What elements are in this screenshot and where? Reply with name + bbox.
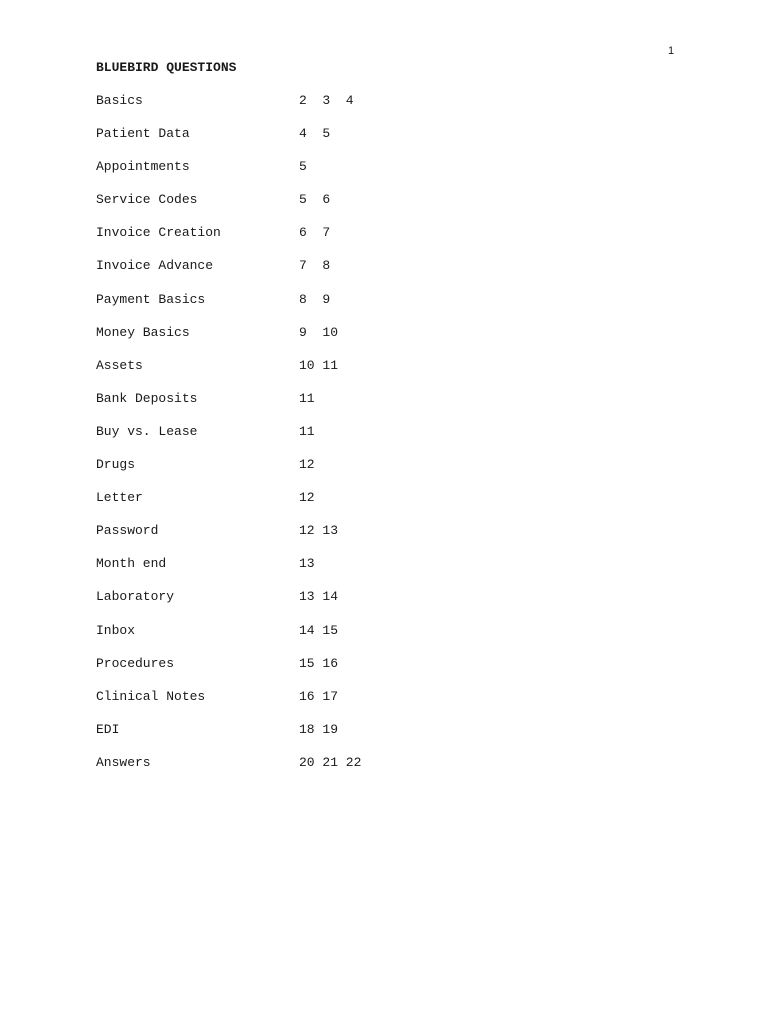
toc-row — [96, 292, 361, 325]
toc-label: Assets — [96, 357, 143, 373]
toc-label: Invoice Creation — [96, 225, 221, 241]
toc-row — [96, 523, 361, 556]
toc-row — [96, 689, 361, 722]
toc-pages: 11 — [299, 423, 315, 439]
toc-row — [96, 490, 361, 523]
toc-row — [96, 457, 361, 490]
toc-row — [96, 722, 361, 755]
toc-label: Money Basics — [96, 324, 190, 340]
toc-label: Payment Basics — [96, 291, 206, 307]
toc-pages: 12 13 — [299, 523, 339, 539]
toc-label: Letter — [96, 490, 143, 506]
toc-label: Bank Deposits — [96, 390, 198, 406]
toc-label: Service Codes — [96, 192, 198, 208]
toc-row — [96, 93, 361, 126]
toc-pages: 8 9 — [299, 291, 331, 307]
document-title: BLUEBIRD QUESTIONS — [96, 60, 237, 75]
toc-pages: 12 — [299, 490, 315, 506]
toc-pages: 7 8 — [299, 258, 331, 274]
toc-row — [96, 258, 361, 291]
toc-pages: 6 7 — [299, 225, 331, 241]
toc-pages: 14 15 — [299, 622, 339, 638]
toc-pages: 13 — [299, 556, 315, 572]
toc-label: Drugs — [96, 457, 136, 473]
toc-pages: 9 10 — [299, 324, 339, 340]
toc-label: Procedures — [96, 655, 175, 671]
toc-label: Password — [96, 523, 159, 539]
toc-label: Laboratory — [96, 589, 175, 605]
toc-row — [96, 755, 361, 788]
toc-pages: 15 16 — [299, 655, 339, 671]
toc-pages: 18 19 — [299, 721, 339, 737]
toc-label: Month end — [96, 556, 167, 572]
toc-row — [96, 225, 361, 258]
table-of-contents — [96, 93, 361, 788]
toc-label: Answers — [96, 754, 151, 770]
toc-pages: 10 11 — [299, 357, 339, 373]
toc-label: Buy vs. Lease — [96, 423, 198, 439]
toc-row — [96, 192, 361, 225]
toc-row — [96, 126, 361, 159]
toc-row — [96, 623, 361, 656]
toc-row — [96, 589, 361, 622]
toc-label: Basics — [96, 93, 143, 108]
toc-row — [96, 358, 361, 391]
toc-pages: 5 — [299, 159, 307, 175]
toc-label: Clinical Notes — [96, 688, 206, 704]
toc-row — [96, 424, 361, 457]
toc-label: Appointments — [96, 159, 190, 175]
toc-row — [96, 556, 361, 589]
toc-pages: 5 6 — [299, 192, 331, 208]
toc-pages: 12 — [299, 457, 315, 473]
toc-pages: 20 21 22 — [299, 754, 362, 770]
toc-pages: 13 14 — [299, 589, 339, 605]
toc-row — [96, 656, 361, 689]
toc-label: Inbox — [96, 622, 136, 638]
toc-label: Invoice Advance — [96, 258, 214, 274]
toc-pages: 16 17 — [299, 688, 339, 704]
toc-pages: 11 — [299, 390, 315, 406]
toc-row — [96, 325, 361, 358]
toc-label: EDI — [96, 721, 120, 737]
toc-pages: 2 3 4 — [299, 93, 354, 108]
toc-pages: 4 5 — [299, 126, 331, 142]
toc-label: Patient Data — [96, 126, 190, 142]
toc-row — [96, 159, 361, 192]
page-number: 1 — [668, 45, 675, 57]
toc-row — [96, 391, 361, 424]
